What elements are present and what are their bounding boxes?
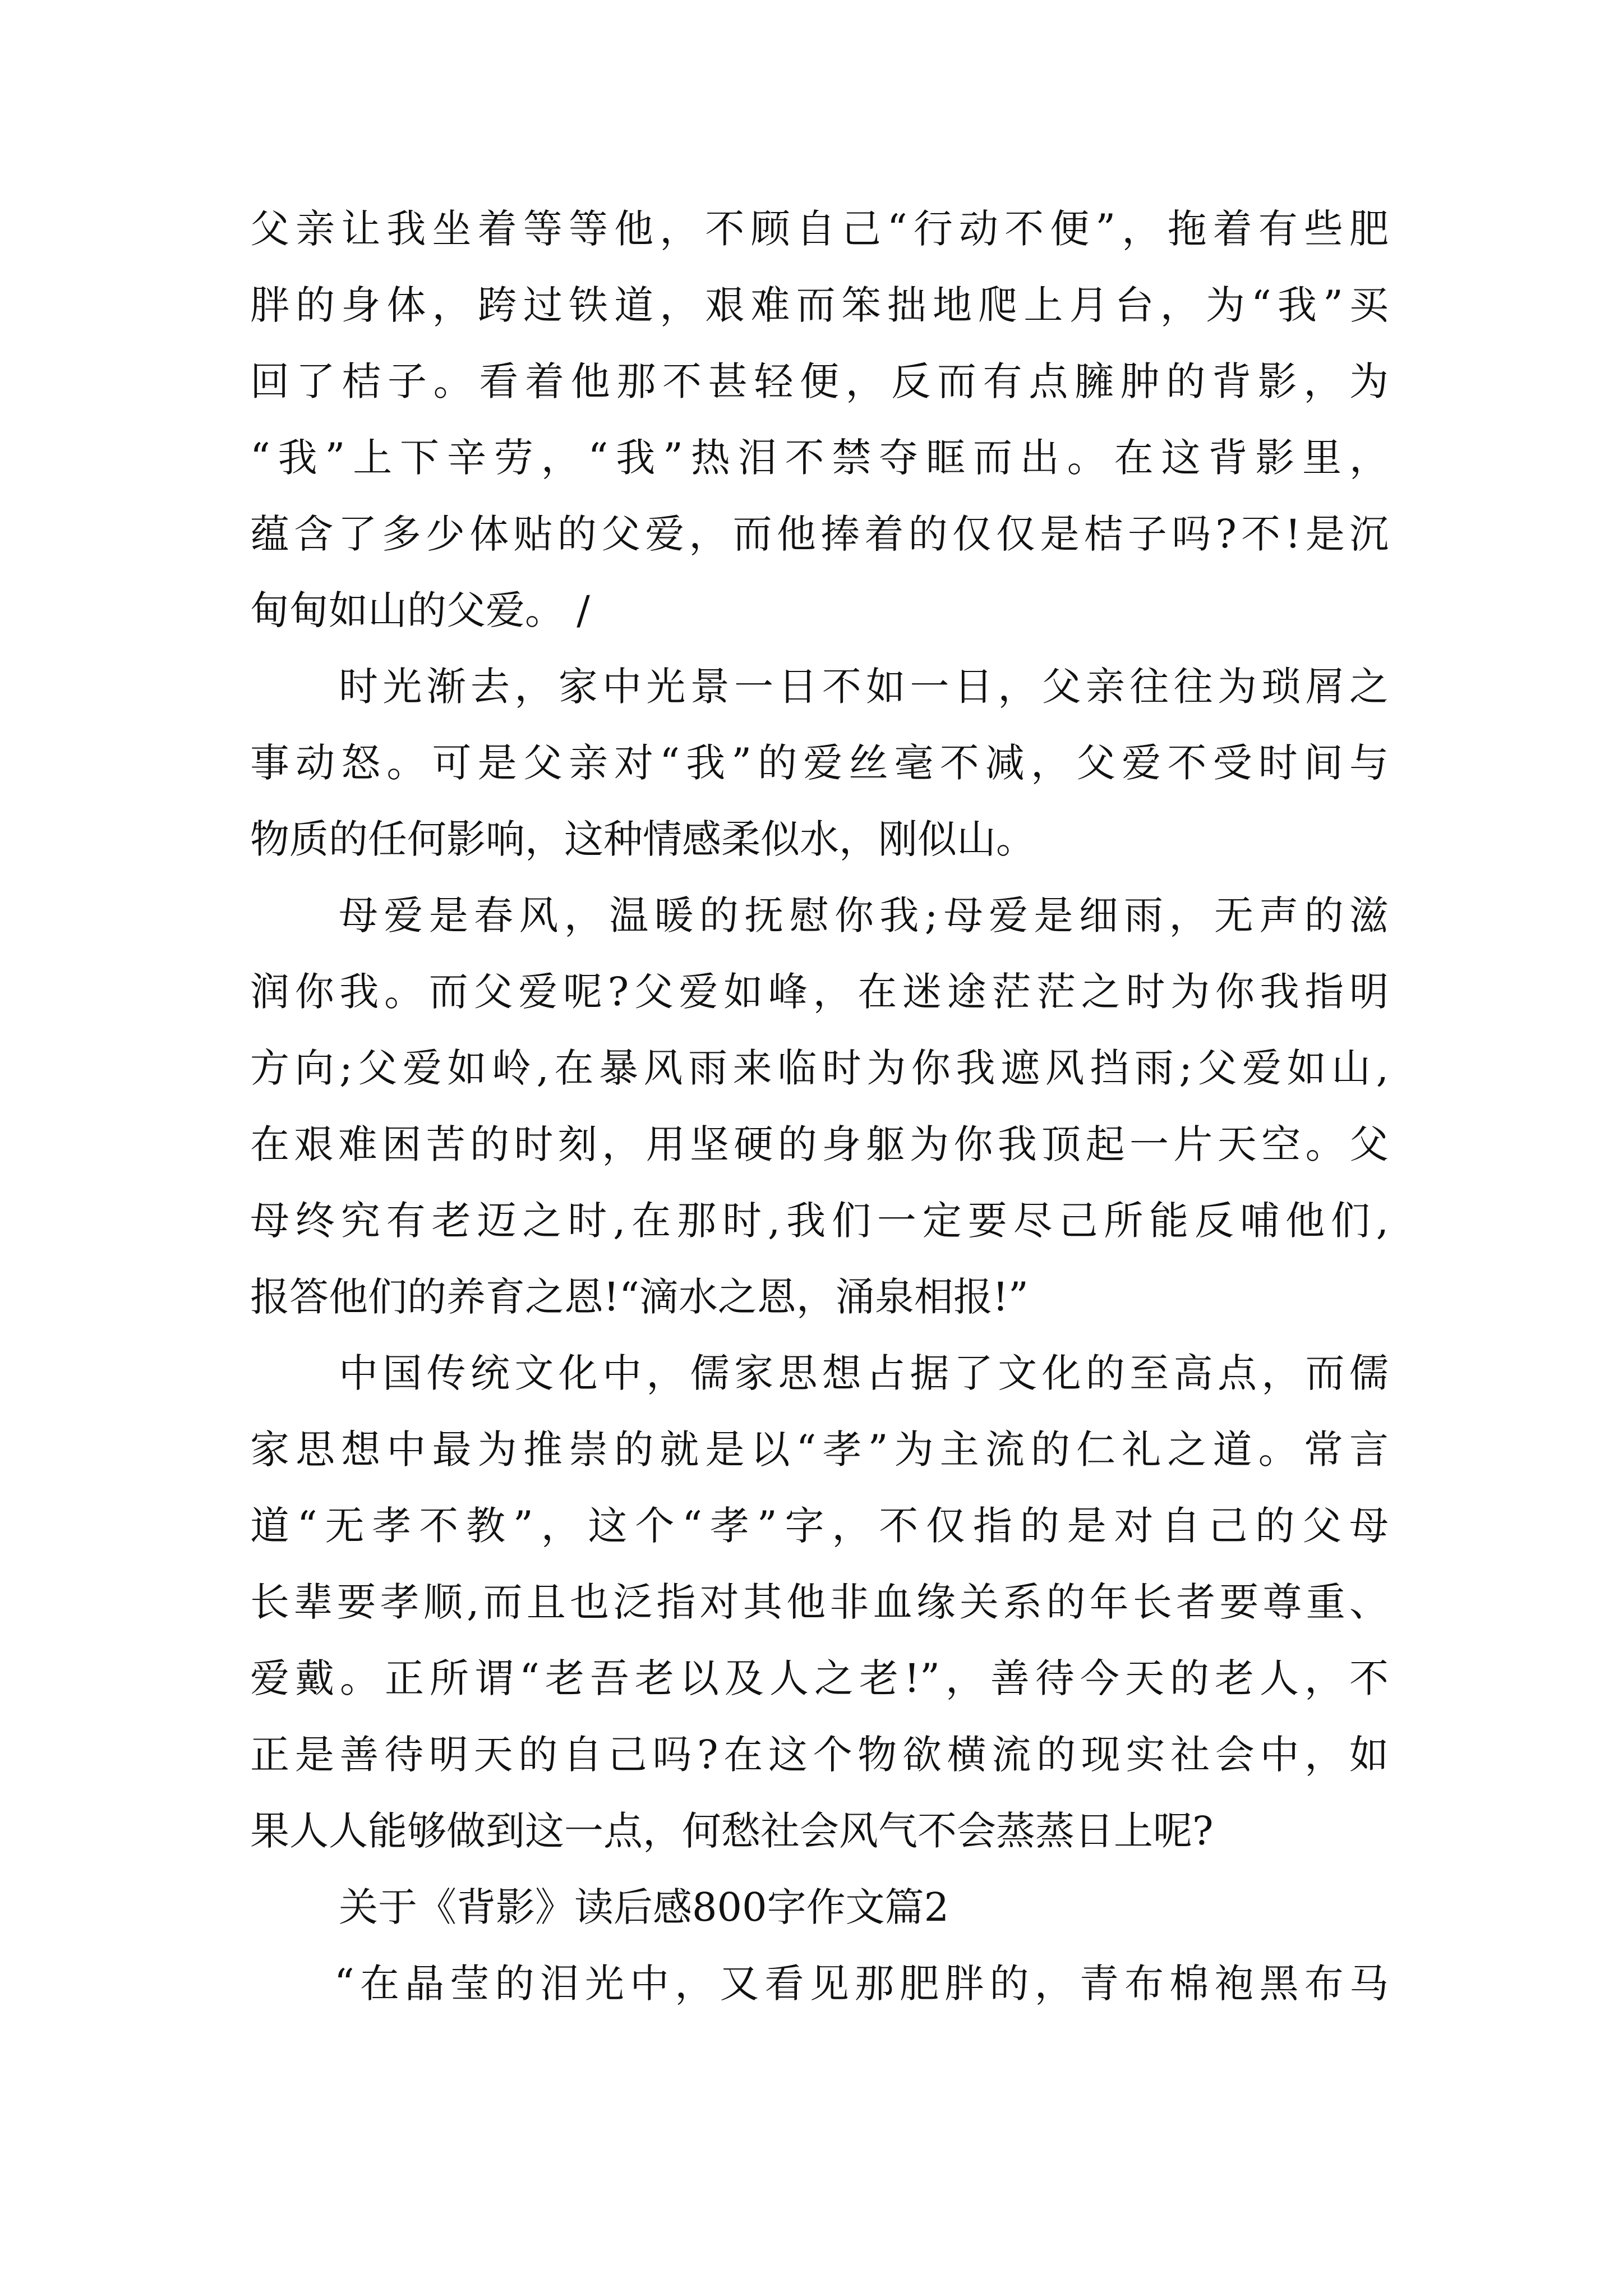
paragraph-start-line: 中国传统文化中，儒家思想占据了文化的至高点，而儒	[339, 1350, 1389, 1396]
text-line: 方向;父爱如岭,在暴风雨来临时为你我遮风挡雨;父爱如山,	[250, 1045, 1389, 1091]
essay-body	[250, 191, 1389, 2022]
text-line: 报答他们的养育之恩!“滴水之恩，涌泉相报!”	[250, 1274, 1029, 1320]
paragraph-start-line: 时光渐去，家中光景一日不如一日，父亲往往为琐屑之	[339, 664, 1389, 710]
text-line: “我”上下辛劳，“我”热泪不禁夺眶而出。在这背影里，	[250, 435, 1389, 481]
text-line: 长辈要孝顺,而且也泛指对其他非血缘关系的年长者要尊重、	[250, 1579, 1389, 1625]
text-line: 蕴含了多少体贴的父爱，而他捧着的仅仅是桔子吗?不!是沉	[250, 511, 1389, 557]
text-line: 爱戴。正所谓“老吾老以及人之老!”，善待今天的老人，不	[250, 1655, 1389, 1701]
text-line: 正是善待明天的自己吗?在这个物欲横流的现实社会中，如	[250, 1732, 1389, 1778]
text-line: 胖的身体，跨过铁道，艰难而笨拙地爬上月台，为“我”买	[250, 282, 1389, 328]
text-line: 回了桔子。看着他那不甚轻便，反而有点臃肿的背影，为	[250, 358, 1389, 404]
text-line: 父亲让我坐着等等他，不顾自己“行动不便”，拖着有些肥	[250, 206, 1389, 252]
text-line: 在艰难困苦的时刻，用坚硬的身躯为你我顶起一片天空。父	[250, 1121, 1389, 1167]
text-line: 道“无孝不教”，这个“孝”字，不仅指的是对自己的父母	[250, 1503, 1389, 1549]
text-line: 物质的任何影响，这种情感柔似水，刚似山。	[250, 816, 1035, 862]
text-line: 事动怒。可是父亲对“我”的爱丝毫不减，父爱不受时间与	[250, 740, 1389, 786]
text-line: 甸甸如山的父爱。 /	[250, 587, 590, 633]
text-line: 母终究有老迈之时,在那时,我们一定要尽己所能反哺他们,	[250, 1198, 1389, 1244]
paragraph-start-line: 母爱是春风，温暖的抚慰你我;母爱是细雨，无声的滋	[339, 892, 1389, 938]
section-heading: 关于《背影》读后感800字作文篇2	[339, 1884, 949, 1930]
text-line: 家思想中最为推崇的就是以“孝”为主流的仁礼之道。常言	[250, 1427, 1389, 1473]
text-line: 果人人能够做到这一点，何愁社会风气不会蒸蒸日上呢?	[250, 1808, 1214, 1854]
paragraph-start-line: “在晶莹的泪光中，又看见那肥胖的，青布棉袍黑布马	[334, 1961, 1389, 2007]
text-line: 润你我。而父爱呢?父爱如峰，在迷途茫茫之时为你我指明	[250, 969, 1389, 1015]
